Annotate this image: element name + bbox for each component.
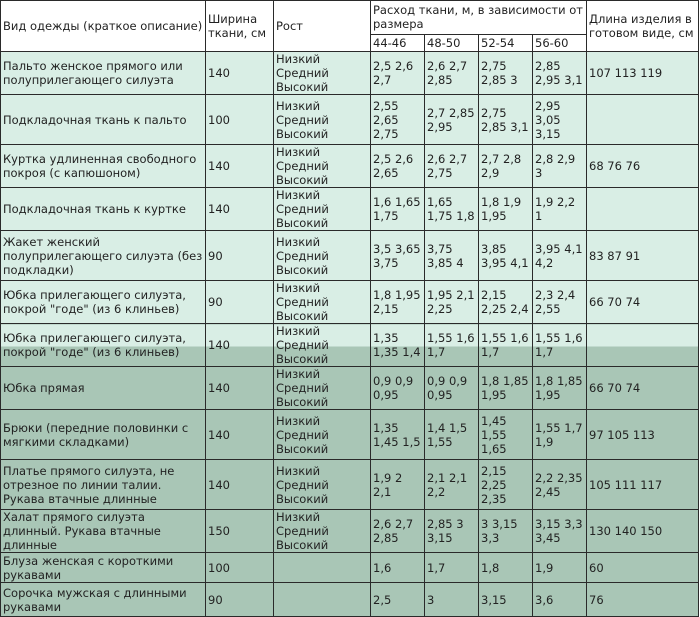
row-item: Блуза женская с короткими рукавами	[1, 553, 206, 583]
header-length: Длина изделия в готовом виде, см	[587, 1, 699, 52]
row-width: 90	[206, 583, 274, 617]
row-size-2: 2,1 2,1 2,2	[425, 460, 479, 510]
row-size-2: 1,4 1,5 1,55	[425, 410, 479, 460]
row-size-1: 3,5 3,65 3,75	[371, 231, 425, 281]
row-width: 140	[206, 145, 274, 188]
row-size-3: 2,15 2,25 2,4	[479, 281, 533, 324]
row-size-1: 2,55 2,65 2,75	[371, 95, 425, 145]
row-width: 140	[206, 460, 274, 510]
row-length: 60	[587, 553, 699, 583]
row-size-1: 1,9 2 2,1	[371, 460, 425, 510]
row-height: Низкий Средний Высокий	[274, 188, 371, 231]
row-width: 150	[206, 510, 274, 553]
row-item: Пальто женское прямого или полуприлегающего силуэта	[1, 52, 206, 95]
row-size-2: 1,65 1,75 1,8	[425, 188, 479, 231]
table-row	[1, 324, 699, 367]
row-size-2: 2,6 2,7 2,85	[425, 52, 479, 95]
row-size-3: 3,15	[479, 583, 533, 617]
row-size-2: 1,55 1,6 1,7	[425, 324, 479, 367]
row-height: Низкий Средний Высокий	[274, 367, 371, 410]
row-item: Куртка удлиненная свободного покроя (с капюшоном)	[1, 145, 206, 188]
header-size-2: 48-50	[425, 34, 479, 51]
row-height: Низкий Средний Высокий	[274, 510, 371, 553]
row-size-3: 1,8	[479, 553, 533, 583]
row-size-2: 2,85 3 3,15	[425, 510, 479, 553]
row-width: 140	[206, 52, 274, 95]
row-size-3: 3 3,15 3,3	[479, 510, 533, 553]
row-item: Юбка прямая	[1, 367, 206, 410]
row-size-4: 2,85 2,95 3,1	[533, 52, 587, 95]
row-size-4: 1,9 2,2 1	[533, 188, 587, 231]
row-length	[587, 324, 699, 367]
row-size-1: 1,35 1,45 1,5	[371, 410, 425, 460]
row-item: Брюки (передние половинки с мягкими складками)	[1, 410, 206, 460]
row-length: 83 87 91	[587, 231, 699, 281]
header-size-4: 56-60	[533, 34, 587, 51]
row-height: Низкий Средний Высокий	[274, 145, 371, 188]
row-height: Низкий Средний Высокий	[274, 95, 371, 145]
row-width: 90	[206, 281, 274, 324]
row-height: Низкий Средний Высокий	[274, 52, 371, 95]
row-height: Низкий Средний Высокий	[274, 410, 371, 460]
row-size-4: 3,6	[533, 583, 587, 617]
row-item: Платье прямого силуэта, не отрезное по линии талии. Рукава втачные длинные	[1, 460, 206, 510]
table-row	[1, 145, 699, 188]
row-length: 105 111 117	[587, 460, 699, 510]
row-width: 140	[206, 324, 274, 367]
row-size-4: 1,9	[533, 553, 587, 583]
table-row	[1, 460, 699, 510]
row-item: Халат прямого силуэта длинный. Рукава втачные длинные	[1, 510, 206, 553]
header-item: Вид одежды (краткое описание)	[1, 1, 206, 52]
row-width: 140	[206, 367, 274, 410]
row-size-1: 0,9 0,9 0,95	[371, 367, 425, 410]
row-size-2: 2,7 2,85 2,95	[425, 95, 479, 145]
header-height: Рост	[274, 1, 371, 52]
row-height	[274, 583, 371, 617]
table-row	[1, 553, 699, 583]
row-size-1: 1,35 1,35 1,4	[371, 324, 425, 367]
row-size-3: 3,85 3,95 4,1	[479, 231, 533, 281]
row-size-1: 1,6	[371, 553, 425, 583]
row-size-3: 2,15 2,25 2,35	[479, 460, 533, 510]
row-width: 140	[206, 410, 274, 460]
row-size-4: 1,55 1,6 1,7	[533, 324, 587, 367]
row-size-3: 1,45 1,55 1,65	[479, 410, 533, 460]
row-height: Низкий Средний Высокий	[274, 460, 371, 510]
row-size-2: 2,6 2,7 2,75	[425, 145, 479, 188]
row-width: 100	[206, 553, 274, 583]
row-length	[587, 188, 699, 231]
row-size-2: 0,9 0,9 0,95	[425, 367, 479, 410]
row-size-4: 1,55 1,7 1,9	[533, 410, 587, 460]
row-item: Юбка прилегающего силуэта, покрой "годе" (из 6 клиньев)	[1, 324, 206, 367]
row-length: 66 70 74	[587, 281, 699, 324]
row-size-1: 1,6 1,65 1,75	[371, 188, 425, 231]
row-size-3: 1,8 1,9 1,95	[479, 188, 533, 231]
table-row	[1, 188, 699, 231]
row-item: Жакет женский полуприлегающего силуэта (без подкладки)	[1, 231, 206, 281]
header-size-1: 44-46	[371, 34, 425, 51]
row-height: Низкий Средний Высокий	[274, 324, 371, 367]
row-length: 97 105 113	[587, 410, 699, 460]
row-size-2: 1,95 2,1 2,25	[425, 281, 479, 324]
row-size-2: 3,75 3,85 4	[425, 231, 479, 281]
row-width: 140	[206, 188, 274, 231]
row-size-3: 2,75 2,85 3	[479, 52, 533, 95]
row-size-2: 1,7	[425, 553, 479, 583]
row-width: 90	[206, 231, 274, 281]
row-size-3: 1,55 1,6 1,7	[479, 324, 533, 367]
row-size-1: 1,8 1,95 2,15	[371, 281, 425, 324]
row-height: Низкий Средний Высокий	[274, 231, 371, 281]
row-size-4: 2,95 3,05 3,15	[533, 95, 587, 145]
row-item: Юбка прилегающего силуэта, покрой "годе" (из 6 клиньев)	[1, 281, 206, 324]
row-size-4: 2,8 2,9 3	[533, 145, 587, 188]
table-row	[1, 52, 699, 95]
row-size-1: 2,5 2,6 2,7	[371, 52, 425, 95]
row-size-1: 2,6 2,7 2,85	[371, 510, 425, 553]
row-size-4: 3,15 3,3 3,45	[533, 510, 587, 553]
row-length: 68 76 76	[587, 145, 699, 188]
table-row	[1, 367, 699, 410]
table-row	[1, 95, 699, 145]
table-row	[1, 510, 699, 553]
table-row	[1, 410, 699, 460]
row-width: 100	[206, 95, 274, 145]
table-row	[1, 231, 699, 281]
row-length: 66 70 74	[587, 367, 699, 410]
row-length: 76	[587, 583, 699, 617]
row-item: Сорочка мужская с длинными рукавами	[1, 583, 206, 617]
row-size-2: 3	[425, 583, 479, 617]
row-length: 130 140 150	[587, 510, 699, 553]
row-height	[274, 553, 371, 583]
row-size-3: 1,8 1,85 1,95	[479, 367, 533, 410]
row-size-4: 2,2 2,35 2,45	[533, 460, 587, 510]
row-size-4: 3,95 4,1 4,2	[533, 231, 587, 281]
row-size-3: 2,7 2,8 2,9	[479, 145, 533, 188]
row-size-4: 2,3 2,4 2,55	[533, 281, 587, 324]
row-size-4: 1,8 1,85 1,95	[533, 367, 587, 410]
row-item: Подкладочная ткань к куртке	[1, 188, 206, 231]
row-item: Подкладочная ткань к пальто	[1, 95, 206, 145]
header-size-3: 52-54	[479, 34, 533, 51]
row-size-1: 2,5 2,6 2,65	[371, 145, 425, 188]
row-size-3: 2,75 2,85 3,1	[479, 95, 533, 145]
table-row	[1, 583, 699, 617]
row-length	[587, 95, 699, 145]
header-width: Ширина ткани, см	[206, 1, 274, 52]
row-size-1: 2,5	[371, 583, 425, 617]
header-usage: Расход ткани, м, в зависимости от размера	[371, 1, 587, 35]
table-row	[1, 281, 699, 324]
row-length: 107 113 119	[587, 52, 699, 95]
row-height: Низкий Средний Высокий	[274, 281, 371, 324]
